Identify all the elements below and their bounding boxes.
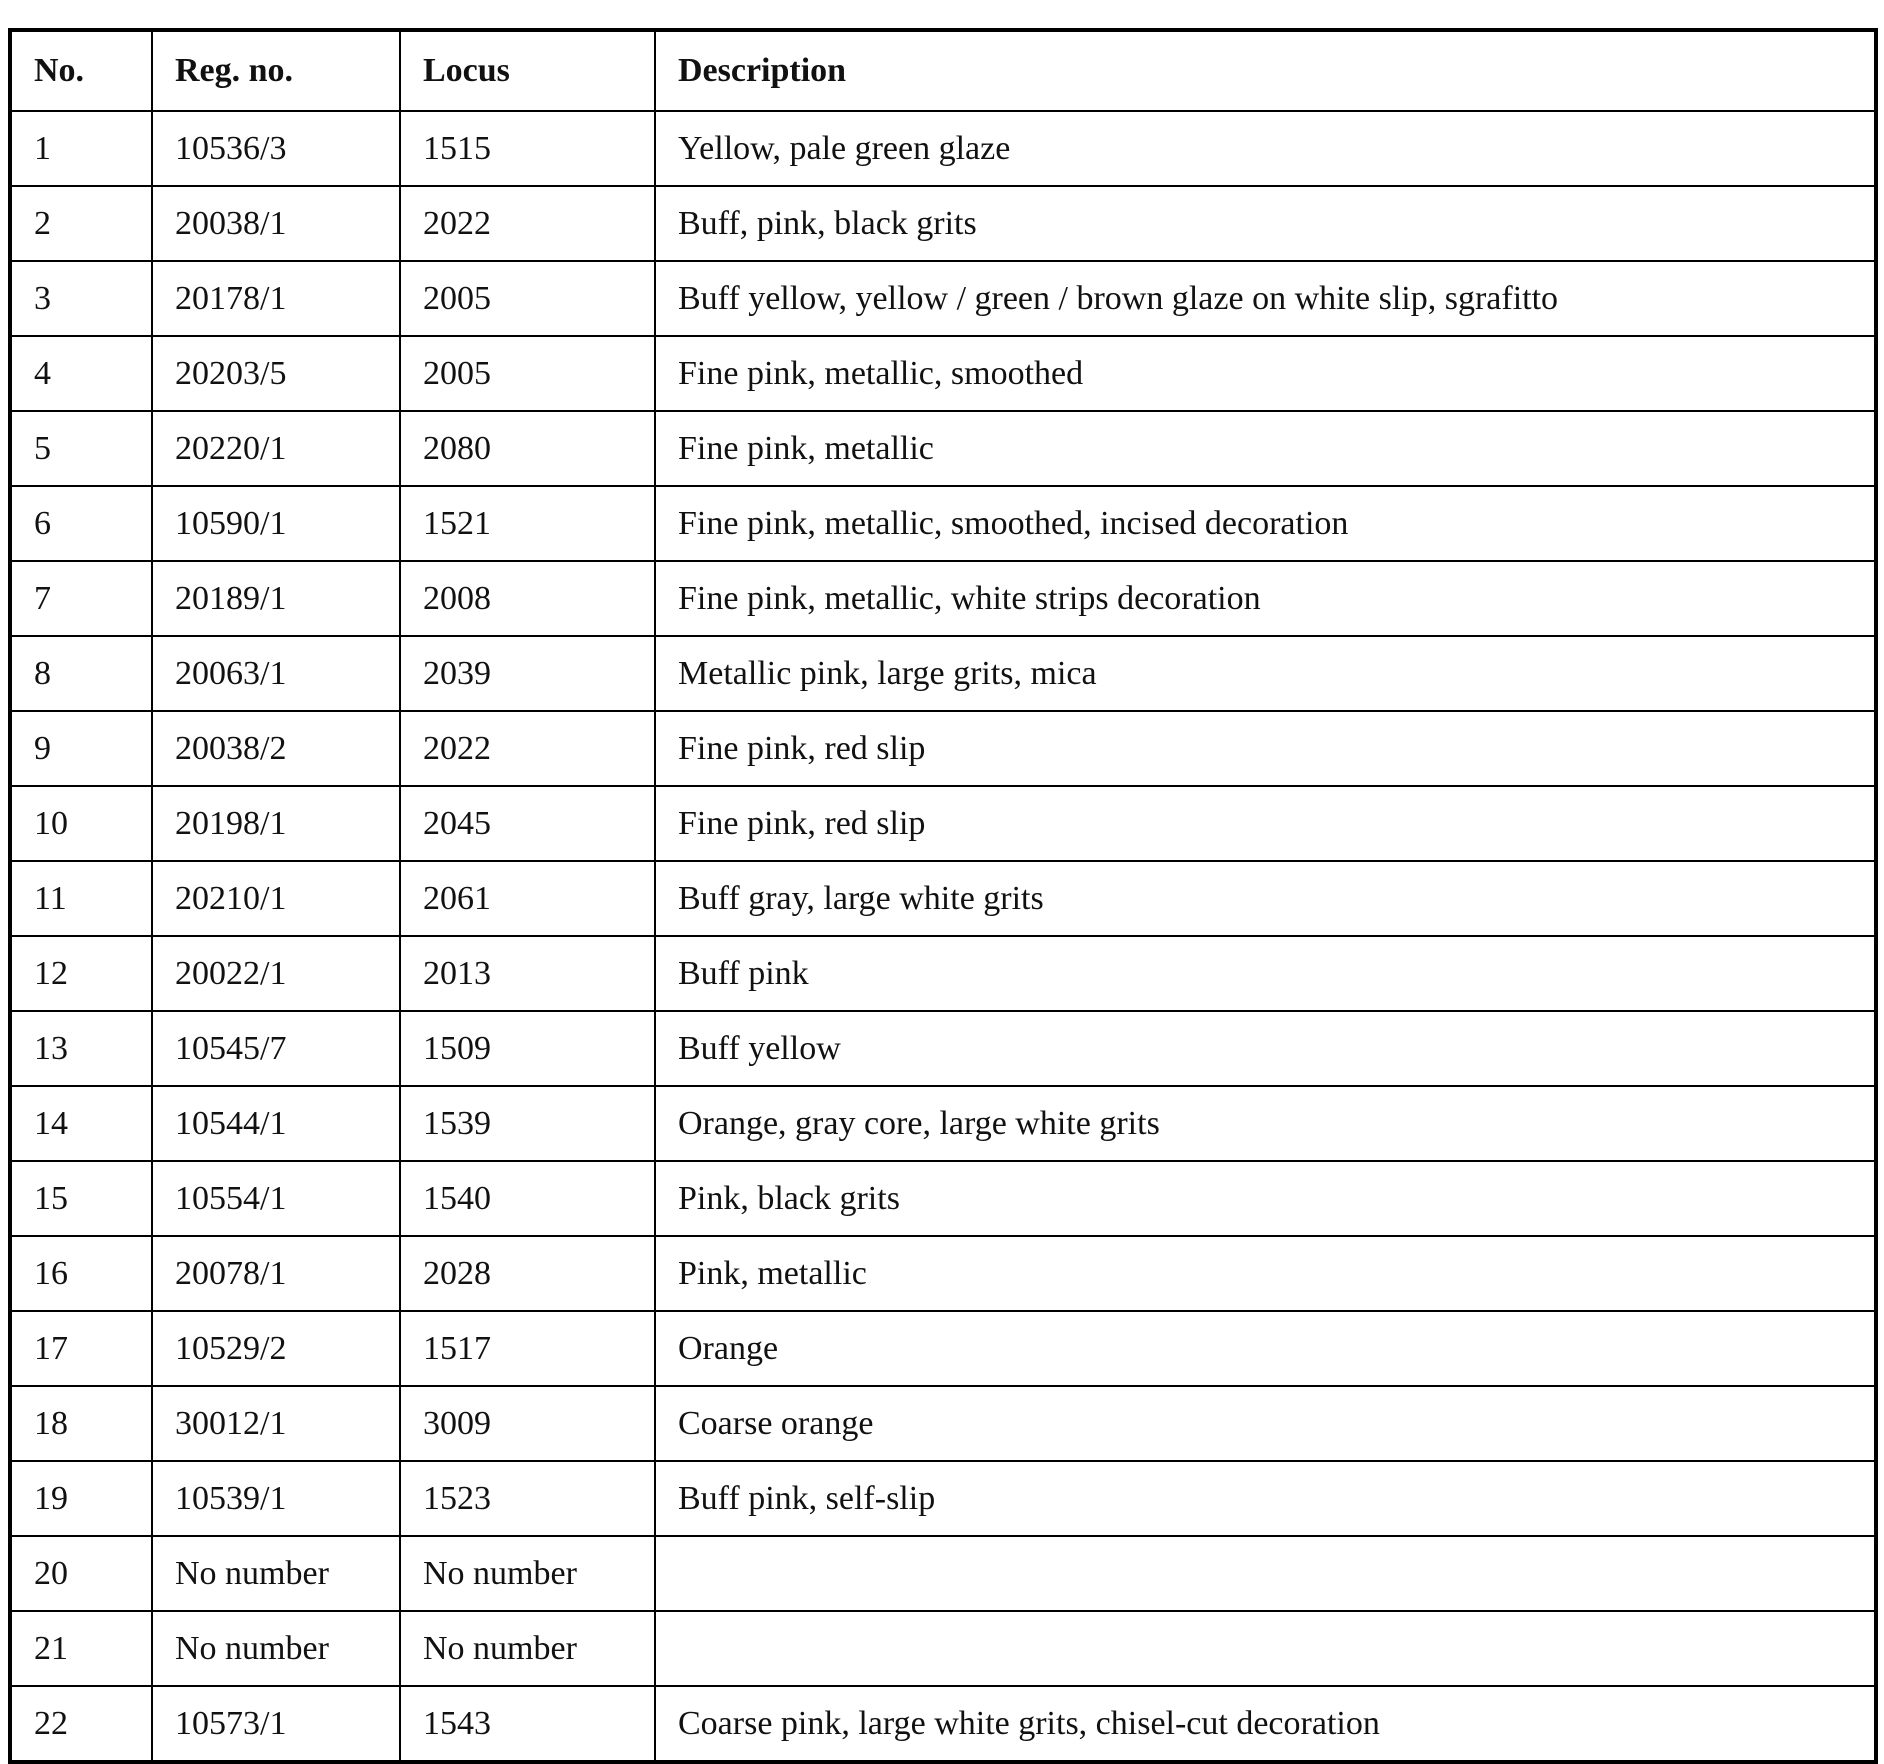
table-row [10, 711, 1876, 786]
column-header-description: Description [655, 30, 1876, 111]
no-cell: 12 [10, 936, 152, 1011]
column-header-locus: Locus [400, 30, 655, 111]
reg-no-cell: 20038/2 [152, 711, 400, 786]
reg-no-cell: 30012/1 [152, 1386, 400, 1461]
locus-cell: 1509 [400, 1011, 655, 1086]
reg-no-cell: 20189/1 [152, 561, 400, 636]
locus-cell: No number [400, 1536, 655, 1611]
description-cell: Fine pink, metallic, smoothed [655, 336, 1876, 411]
description-cell: Pink, black grits [655, 1161, 1876, 1236]
reg-no-cell: 20220/1 [152, 411, 400, 486]
description-cell: Orange [655, 1311, 1876, 1386]
table-row [10, 1536, 1876, 1611]
table-row [10, 336, 1876, 411]
no-cell: 22 [10, 1686, 152, 1762]
locus-cell: 1515 [400, 111, 655, 186]
no-cell: 21 [10, 1611, 152, 1686]
description-cell: Buff, pink, black grits [655, 186, 1876, 261]
description-cell: Fine pink, metallic [655, 411, 1876, 486]
locus-cell: 1523 [400, 1461, 655, 1536]
locus-cell: 2008 [400, 561, 655, 636]
locus-cell: No number [400, 1611, 655, 1686]
no-cell: 16 [10, 1236, 152, 1311]
locus-cell: 2022 [400, 711, 655, 786]
no-cell: 13 [10, 1011, 152, 1086]
description-cell: Fine pink, red slip [655, 786, 1876, 861]
no-cell: 19 [10, 1461, 152, 1536]
table-row [10, 1161, 1876, 1236]
description-cell: Metallic pink, large grits, mica [655, 636, 1876, 711]
reg-no-cell: 20063/1 [152, 636, 400, 711]
reg-no-cell: 10529/2 [152, 1311, 400, 1386]
reg-no-cell: 20210/1 [152, 861, 400, 936]
description-cell: Coarse orange [655, 1386, 1876, 1461]
locus-cell: 1540 [400, 1161, 655, 1236]
table-row [10, 411, 1876, 486]
reg-no-cell: 20038/1 [152, 186, 400, 261]
description-cell: Buff pink [655, 936, 1876, 1011]
reg-no-cell: 20022/1 [152, 936, 400, 1011]
table-row [10, 636, 1876, 711]
locus-cell: 2045 [400, 786, 655, 861]
locus-cell: 2022 [400, 186, 655, 261]
description-cell: Buff yellow, yellow / green / brown glaze on white slip, sgrafitto [655, 261, 1876, 336]
table-row [10, 786, 1876, 861]
header-row [10, 30, 1876, 111]
table-row [10, 861, 1876, 936]
description-cell: Buff pink, self-slip [655, 1461, 1876, 1536]
table-row [10, 111, 1876, 186]
reg-no-cell: No number [152, 1611, 400, 1686]
description-cell: Yellow, pale green glaze [655, 111, 1876, 186]
locus-cell: 1521 [400, 486, 655, 561]
locus-cell: 1543 [400, 1686, 655, 1762]
description-cell [655, 1611, 1876, 1686]
no-cell: 8 [10, 636, 152, 711]
reg-no-cell: 10590/1 [152, 486, 400, 561]
description-cell: Orange, gray core, large white grits [655, 1086, 1876, 1161]
table-row [10, 936, 1876, 1011]
locus-cell: 2005 [400, 261, 655, 336]
locus-cell: 3009 [400, 1386, 655, 1461]
reg-no-cell: 10554/1 [152, 1161, 400, 1236]
description-cell: Pink, metallic [655, 1236, 1876, 1311]
table-row [10, 561, 1876, 636]
no-cell: 18 [10, 1386, 152, 1461]
no-cell: 3 [10, 261, 152, 336]
table-row [10, 1461, 1876, 1536]
description-cell: Buff yellow [655, 1011, 1876, 1086]
finds-table [8, 28, 1878, 1764]
locus-cell: 2013 [400, 936, 655, 1011]
description-cell: Fine pink, metallic, smoothed, incised decoration [655, 486, 1876, 561]
description-cell: Fine pink, metallic, white strips decoration [655, 561, 1876, 636]
reg-no-cell: 10544/1 [152, 1086, 400, 1161]
table-row [10, 261, 1876, 336]
no-cell: 1 [10, 111, 152, 186]
column-header-reg-no: Reg. no. [152, 30, 400, 111]
reg-no-cell: 20203/5 [152, 336, 400, 411]
no-cell: 20 [10, 1536, 152, 1611]
no-cell: 9 [10, 711, 152, 786]
locus-cell: 2080 [400, 411, 655, 486]
locus-cell: 1539 [400, 1086, 655, 1161]
no-cell: 4 [10, 336, 152, 411]
reg-no-cell: 10545/7 [152, 1011, 400, 1086]
table-row [10, 1386, 1876, 1461]
no-cell: 11 [10, 861, 152, 936]
locus-cell: 2005 [400, 336, 655, 411]
table-row [10, 1686, 1876, 1762]
locus-cell: 2039 [400, 636, 655, 711]
reg-no-cell: 10539/1 [152, 1461, 400, 1536]
table-row [10, 1086, 1876, 1161]
description-cell: Coarse pink, large white grits, chisel-cut decoration [655, 1686, 1876, 1762]
column-header-no: No. [10, 30, 152, 111]
reg-no-cell: 20078/1 [152, 1236, 400, 1311]
description-cell: Fine pink, red slip [655, 711, 1876, 786]
description-cell [655, 1536, 1876, 1611]
locus-cell: 2061 [400, 861, 655, 936]
no-cell: 14 [10, 1086, 152, 1161]
reg-no-cell: 20198/1 [152, 786, 400, 861]
table-row [10, 486, 1876, 561]
reg-no-cell: No number [152, 1536, 400, 1611]
table-body [10, 111, 1876, 1762]
no-cell: 10 [10, 786, 152, 861]
locus-cell: 2028 [400, 1236, 655, 1311]
no-cell: 17 [10, 1311, 152, 1386]
reg-no-cell: 10573/1 [152, 1686, 400, 1762]
reg-no-cell: 10536/3 [152, 111, 400, 186]
description-cell: Buff gray, large white grits [655, 861, 1876, 936]
no-cell: 15 [10, 1161, 152, 1236]
reg-no-cell: 20178/1 [152, 261, 400, 336]
no-cell: 7 [10, 561, 152, 636]
table-row [10, 1611, 1876, 1686]
table-row [10, 1311, 1876, 1386]
no-cell: 5 [10, 411, 152, 486]
no-cell: 2 [10, 186, 152, 261]
table-row [10, 186, 1876, 261]
table-row [10, 1011, 1876, 1086]
no-cell: 6 [10, 486, 152, 561]
locus-cell: 1517 [400, 1311, 655, 1386]
table-row [10, 1236, 1876, 1311]
